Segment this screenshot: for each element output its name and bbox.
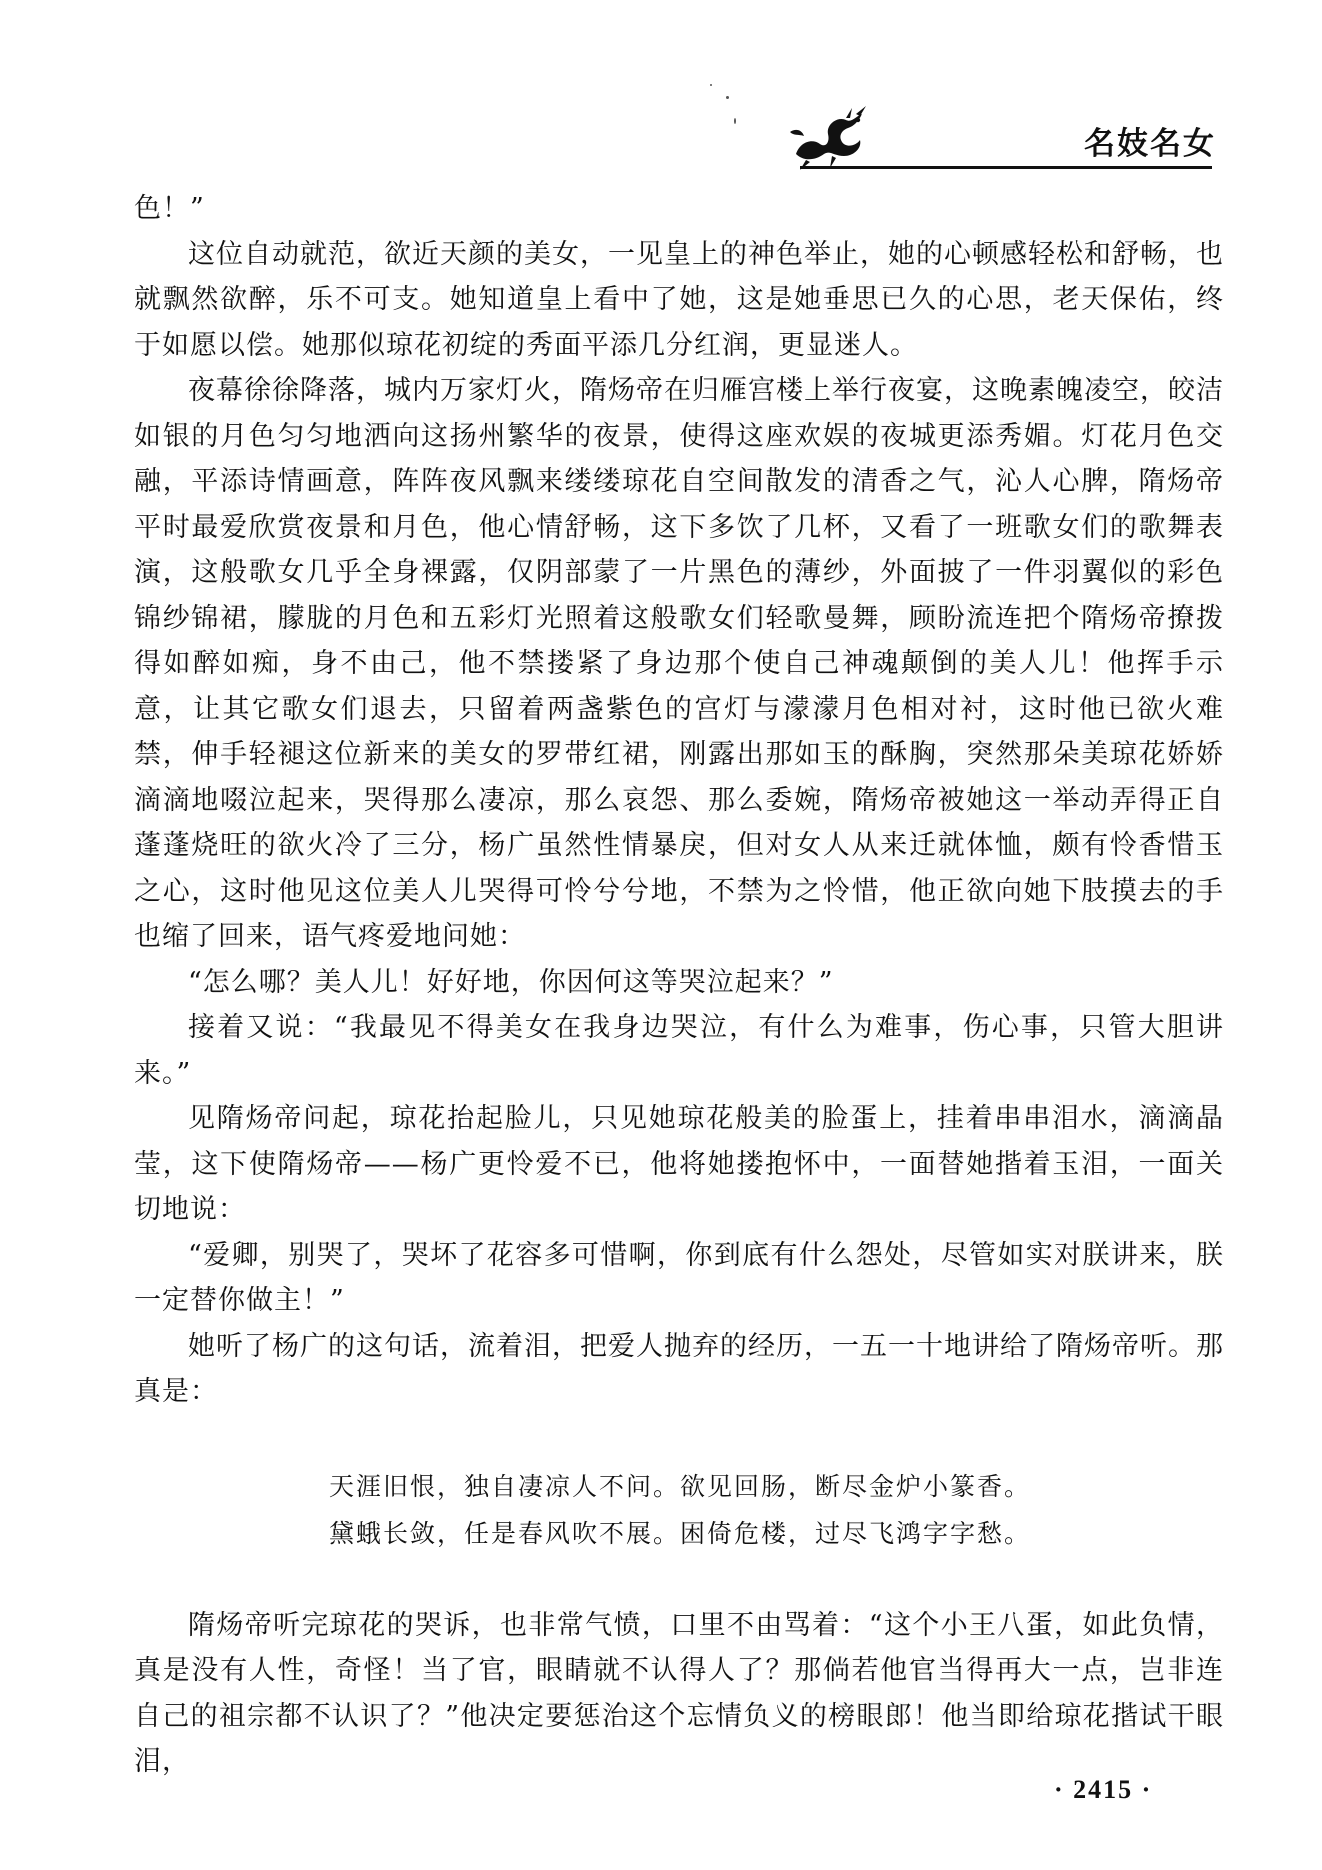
dragon-emblem-icon	[786, 102, 876, 174]
paragraph: 夜幕徐徐降落，城内万家灯火，隋炀帝在归雁宫楼上举行夜宴，这晚素魄凌空，皎洁如银的月色匀匀地洒向这扬州繁华的夜景，使得这座欢娱的夜城更添秀媚。灯花月色交融，平添诗情画意，阵阵夜风飘来缕缕琼花自空间散发的清香之气，沁人心脾，隋炀帝平时最爱欣赏夜景和月色，他心情舒畅，这下多饮了几杯，又看了一班歌女们的歌舞表演，这般歌女几乎全身裸露，仅阴部蒙了一片黑色的薄纱，外面披了一件羽翼似的彩色锦纱锦裙，朦胧的月色和五彩灯光照着这般歌女们轻歌曼舞，顾盼流连把个隋炀帝撩拨得如醉如痴，身不由己，他不禁搂紧了身边那个使自己神魂颠倒的美人儿！他挥手示意，让其它歌女们退去，只留着两盏紫色的宫灯与濛濛月色相对衬，这时他已欲火难禁，伸手轻褪这位新来的美女的罗带红裙，刚露出那如玉的酥胸，突然那朵美琼花娇娇滴滴地啜泣起来，哭得那么凄凉，那么哀怨、那么委婉，隋炀帝被她这一举动弄得正自蓬蓬烧旺的欲火冷了三分，杨广虽然性情暴戾，但对女人从来迁就体恤，颇有怜香惜玉之心，这时他见这位美人儿哭得可怜兮兮地，不禁为之怜惜，他正欲向她下肢摸去的手也缩了回来，语气疼爱地问她：	[134, 375, 1224, 952]
paragraph: 见隋炀帝问起，琼花抬起脸儿，只见她琼花般美的脸蛋上，挂着串串泪水，滴滴晶莹，这下使隋炀帝——杨广更怜爱不已，他将她搂抱怀中，一面替她揩着玉泪，一面关切地说：	[134, 1103, 1224, 1225]
poem-line: 黛蛾长敛，任是春风吹不展。困倚危楼，过尽飞鸿字字愁。	[329, 1518, 1032, 1548]
scan-speck	[710, 84, 712, 86]
paragraph: “怎么哪？美人儿！好好地，你因何这等哭泣起来？”	[188, 966, 834, 998]
page-body	[134, 186, 1224, 1785]
paragraph: 接着又说：“我最见不得美女在我身边哭泣，有什么为难事，伤心事，只管大胆讲来。”	[134, 1012, 1224, 1089]
page-number: · 2415 ·	[1054, 1775, 1153, 1804]
header-rule	[800, 166, 1212, 169]
scan-speck	[726, 96, 729, 99]
paragraph: “爱卿，别哭了，哭坏了花容多可惜啊，你到底有什么怨处，尽管如实对朕讲来，朕一定替你做主！”	[134, 1239, 1224, 1316]
poem-block	[134, 1463, 1224, 1557]
paragraph: 这位自动就范，欲近天颜的美女，一见皇上的神色举止，她的心顿感轻松和舒畅，也就飘然欲醉，乐不可支。她知道皇上看中了她，这是她垂思已久的心思，老天保佑，终于如愿以偿。她那似琼花初绽的秀面平添几分红润，更显迷人。	[134, 238, 1224, 361]
paragraph: 色！”	[134, 193, 205, 224]
paragraph: 隋炀帝听完琼花的哭诉，也非常气愤，口里不由骂着：“这个小王八蛋，如此负情，真是没有人性，奇怪！当了官，眼睛就不认得人了？那倘若他官当得再大一点，岂非连自己的祖宗都不认识了？”他决定要惩治这个忘情负义的榜眼郎！他当即给琼花揩试干眼泪，	[134, 1609, 1224, 1777]
poem-line: 天涯旧恨，独自凄凉人不问。欲见回肠，断尽金炉小篆香。	[329, 1471, 1032, 1501]
paragraph: 她听了杨广的这句话，流着泪，把爱人抛弃的经历，一五一十地讲给了隋炀帝听。那真是：	[134, 1330, 1224, 1407]
scan-speck	[734, 118, 736, 124]
running-header-title: 名妓名女	[1084, 126, 1216, 162]
